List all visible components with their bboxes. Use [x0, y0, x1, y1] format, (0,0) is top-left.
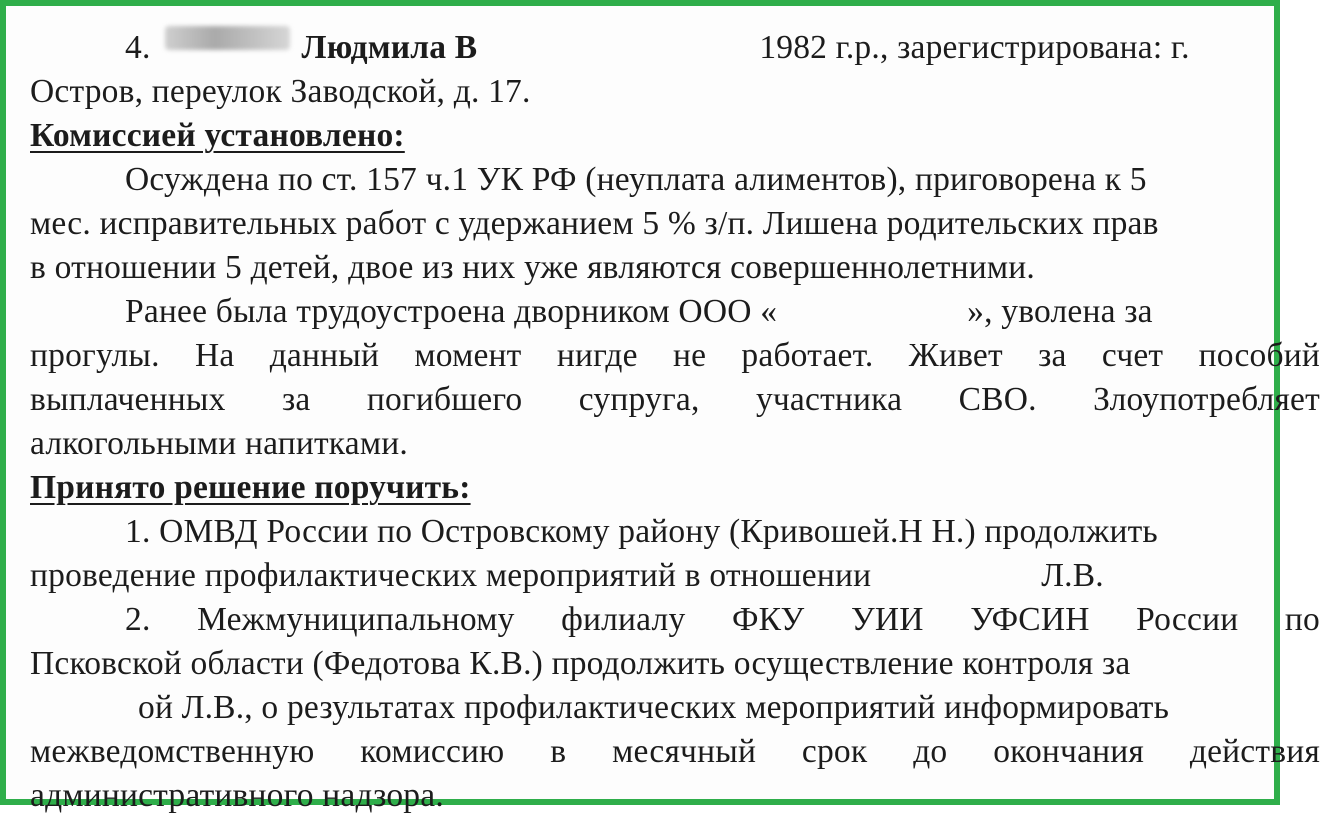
word: филиалу	[561, 601, 686, 638]
section-heading-decision: Принято решение поручить:	[30, 469, 471, 506]
person-name: Людмила В	[301, 29, 478, 66]
line-15	[30, 730, 1320, 774]
line-7	[30, 334, 1320, 378]
word: УФСИН	[970, 601, 1090, 638]
line-2: Остров, переулок Заводской, д. 17.	[30, 73, 531, 110]
employment-text: Ранее была трудоустроена дворником ООО «	[125, 293, 778, 330]
word: работает.	[741, 337, 874, 374]
document-page	[30, 26, 1320, 818]
control-text: ой Л.В., о результатах профилактических мероприятий информировать	[138, 689, 1170, 726]
word: Злоупотребляет	[1093, 381, 1320, 418]
word: Межмуниципальному	[197, 601, 515, 638]
line-12	[30, 598, 1320, 642]
word: окончания	[993, 733, 1145, 770]
line-14	[30, 686, 1320, 730]
word: по	[1284, 601, 1320, 638]
redacted-surname-2	[871, 554, 1041, 564]
line-11	[30, 554, 1320, 598]
word: момент	[414, 337, 522, 374]
word: погибшего	[366, 381, 523, 418]
word: выплаченных	[30, 381, 226, 418]
word: комиссию	[360, 733, 505, 770]
word: в	[550, 733, 567, 770]
word: нигде	[556, 337, 638, 374]
section-heading-established: Комиссией установлено:	[30, 117, 405, 154]
line-6	[30, 290, 1320, 334]
word: участника	[755, 381, 903, 418]
line-16: административного надзора.	[30, 777, 444, 814]
line-4: мес. исправительных работ с удержанием 5 % з/п. Лишена родительских прав	[30, 205, 1159, 242]
birth-and-registration: 1982 г.р., зарегистрирована: г.	[759, 29, 1190, 66]
redacted-text	[477, 26, 759, 36]
word: пособий	[1198, 337, 1320, 374]
line-10: 1. ОМВД России по Островскому району (Кривошей.Н Н.) продолжить	[125, 513, 1158, 550]
item-number: 4.	[125, 29, 151, 66]
dismissal-text: », уволена за	[967, 293, 1153, 330]
word: На	[194, 337, 235, 374]
word: УИИ	[850, 601, 924, 638]
word: до	[913, 733, 948, 770]
measures-text: проведение профилактических мероприятий в отношении	[30, 557, 872, 594]
word: счет	[1101, 337, 1164, 374]
redacted-surname	[165, 26, 290, 50]
word: межведомственную	[30, 733, 315, 770]
word: за	[1038, 337, 1067, 374]
line-3: Осуждена по ст. 157 ч.1 УК РФ (неуплата алиментов), приговорена к 5	[125, 161, 1147, 198]
word: данный	[269, 337, 380, 374]
word: России	[1136, 601, 1239, 638]
word: месячный	[612, 733, 757, 770]
word: действия	[1189, 733, 1320, 770]
word: 2.	[125, 601, 151, 638]
word: прогулы.	[30, 337, 160, 374]
word: Живет	[908, 337, 1003, 374]
line-9: алкогольными напитками.	[30, 425, 408, 462]
redacted-company-name	[777, 290, 967, 300]
line-8	[30, 378, 1320, 422]
word: супруга,	[578, 381, 700, 418]
initials: Л.В.	[1041, 557, 1104, 594]
word: не	[672, 337, 707, 374]
word: за	[281, 381, 311, 418]
word: ФКУ	[731, 601, 805, 638]
word: СВО.	[958, 381, 1037, 418]
line-1	[30, 26, 1320, 70]
line-5: в отношении 5 детей, двое из них уже являются совершеннолетними.	[30, 249, 1035, 286]
word: срок	[801, 733, 868, 770]
line-13: Псковской области (Федотова К.В.) продолжить осуществление контроля за	[30, 645, 1131, 682]
